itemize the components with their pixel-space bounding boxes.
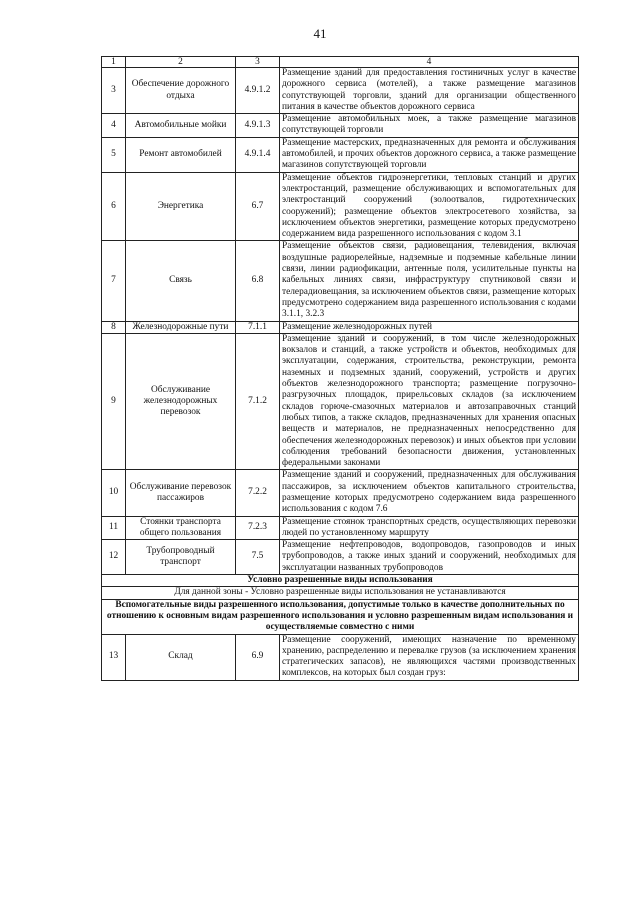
header-cell-2: 2 — [126, 57, 236, 68]
row-number: 4 — [102, 114, 126, 138]
row-code: 4.9.1.2 — [236, 68, 280, 114]
row-code: 6.9 — [236, 634, 280, 680]
row-code: 7.1.2 — [236, 333, 280, 470]
row-description: Размещение стоянок транспортных средств, осуществляющих перевозки людей по установленному маршруту — [280, 516, 579, 540]
row-name: Склад — [126, 634, 236, 680]
table-row — [102, 321, 579, 333]
table-row — [102, 540, 579, 575]
table-row — [102, 333, 579, 470]
row-description: Размещение автомобильных моек, а также размещение магазинов сопутствующей торговли — [280, 114, 579, 138]
row-code: 6.8 — [236, 241, 280, 321]
row-description: Размещение зданий и сооружений, предназначенных для обслуживания пассажиров, за исключением объектов капитального строительства, размещение которых предусмотрено содержанием вида разрешенного использования с кодом 7.6 — [280, 470, 579, 516]
row-number: 6 — [102, 172, 126, 241]
row-name: Трубопроводный транспорт — [126, 540, 236, 575]
row-code: 7.2.3 — [236, 516, 280, 540]
row-number: 5 — [102, 137, 126, 172]
header-cell-4: 4 — [280, 57, 579, 68]
row-code: 6.7 — [236, 172, 280, 241]
row-description: Размещение железнодорожных путей — [280, 321, 579, 333]
row-name: Обслуживание перевозок пассажиров — [126, 470, 236, 516]
auxiliary-section-title: Вспомогательные виды разрешенного использования, допустимые только в качестве дополнительных по отношению к основным видам разрешенного использования и условно разрешенным видам использования и осуществляемые совместно с ними — [102, 599, 579, 634]
zoning-table-body — [102, 57, 579, 681]
zoning-table — [101, 56, 579, 681]
table-row — [102, 114, 579, 138]
row-name: Обеспечение дорожного отдыха — [126, 68, 236, 114]
row-code: 4.9.1.3 — [236, 114, 280, 138]
row-number: 9 — [102, 333, 126, 470]
row-code: 7.2.2 — [236, 470, 280, 516]
table-row — [102, 241, 579, 321]
row-name: Энергетика — [126, 172, 236, 241]
table-row — [102, 137, 579, 172]
row-code: 7.1.1 — [236, 321, 280, 333]
row-code: 4.9.1.4 — [236, 137, 280, 172]
row-number: 12 — [102, 540, 126, 575]
conditional-note-row — [102, 587, 579, 599]
row-name: Автомобильные мойки — [126, 114, 236, 138]
row-number: 13 — [102, 634, 126, 680]
table-row — [102, 172, 579, 241]
row-name: Стоянки транспорта общего пользования — [126, 516, 236, 540]
row-description: Размещение объектов гидроэнергетики, тепловых станций и других электростанций, размещение обслуживающих и вспомогательных для электростанций сооружений (золоотвалов, гидротехнических сооружений); размещение объектов электросетевого хозяйства, за исключением объектов энергетики, размещение которых предусмотрено содержанием вида разрешенного использования с кодом 3.1 — [280, 172, 579, 241]
row-name: Связь — [126, 241, 236, 321]
row-number: 10 — [102, 470, 126, 516]
row-number: 8 — [102, 321, 126, 333]
table-row — [102, 634, 579, 680]
row-number: 7 — [102, 241, 126, 321]
header-cell-1: 1 — [102, 57, 126, 68]
row-name: Обслуживание железнодорожных перевозок — [126, 333, 236, 470]
row-description: Размещение зданий и сооружений, в том числе железнодорожных вокзалов и станций, а также устройств и объектов, необходимых для эксплуатации, содержания, строительства, реконструкции, ремонта наземных и подземных зданий, сооружений, устройств и других объектов железнодорожного транспорта; размещение погрузочно-разгрузочных площадок, прирельсовых складов (за исключением складов горюче-смазочных материалов и автозаправочных станций любых типов, а также складов, предназначенных для хранения опасных веществ и материалов, не предназначенных непосредственно для обеспечения железнодорожных перевозок) и иных объектов при условии соблюдения требований безопасности движения, установленных федеральными законами — [280, 333, 579, 470]
conditional-section-title: Условно разрешенные виды использования — [102, 575, 579, 587]
conditional-section-title-row — [102, 575, 579, 587]
row-name: Ремонт автомобилей — [126, 137, 236, 172]
row-description: Размещение сооружений, имеющих назначение по временному хранению, распределению и перевалке грузов (за исключением хранения стратегических запасов), не являющихся частями производственных комплексов, на которых был создан груз: — [280, 634, 579, 680]
row-description: Размещение объектов связи, радиовещания, телевидения, включая воздушные радиорелейные, надземные и подземные кабельные линии связи, линии радиофикации, антенные поля, усилительные пункты на кабельных линиях связи, инфраструктуру спутниковой связи и телерадиовещания, за исключением объектов связи, размещение которых предусмотрено содержанием вида разрешенного использования с кодами 3.1.1, 3.2.3 — [280, 241, 579, 321]
table-header-row — [102, 57, 579, 68]
row-description: Размещение зданий для предоставления гостиничных услуг в качестве дорожного сервиса (мотелей), а также размещение магазинов сопутствующей торговли, зданий для организации общественного питания в качестве объектов дорожного сервиса — [280, 68, 579, 114]
auxiliary-section-title-row — [102, 599, 579, 634]
row-description: Размещение мастерских, предназначенных для ремонта и обслуживания автомобилей, и прочих объектов дорожного сервиса, а также размещение магазинов сопутствующей торговли — [280, 137, 579, 172]
page-number: 41 — [313, 26, 327, 41]
conditional-note: Для данной зоны - Условно разрешенные виды использования не устанавливаются — [102, 587, 579, 599]
table-row — [102, 68, 579, 114]
row-number: 3 — [102, 68, 126, 114]
row-number: 11 — [102, 516, 126, 540]
header-cell-3: 3 — [236, 57, 280, 68]
row-name: Железнодорожные пути — [126, 321, 236, 333]
row-code: 7.5 — [236, 540, 280, 575]
row-description: Размещение нефтепроводов, водопроводов, газопроводов и иных трубопроводов, а также иных зданий и сооружений, необходимых для эксплуатации названных трубопроводов — [280, 540, 579, 575]
table-row — [102, 516, 579, 540]
table-row — [102, 470, 579, 516]
